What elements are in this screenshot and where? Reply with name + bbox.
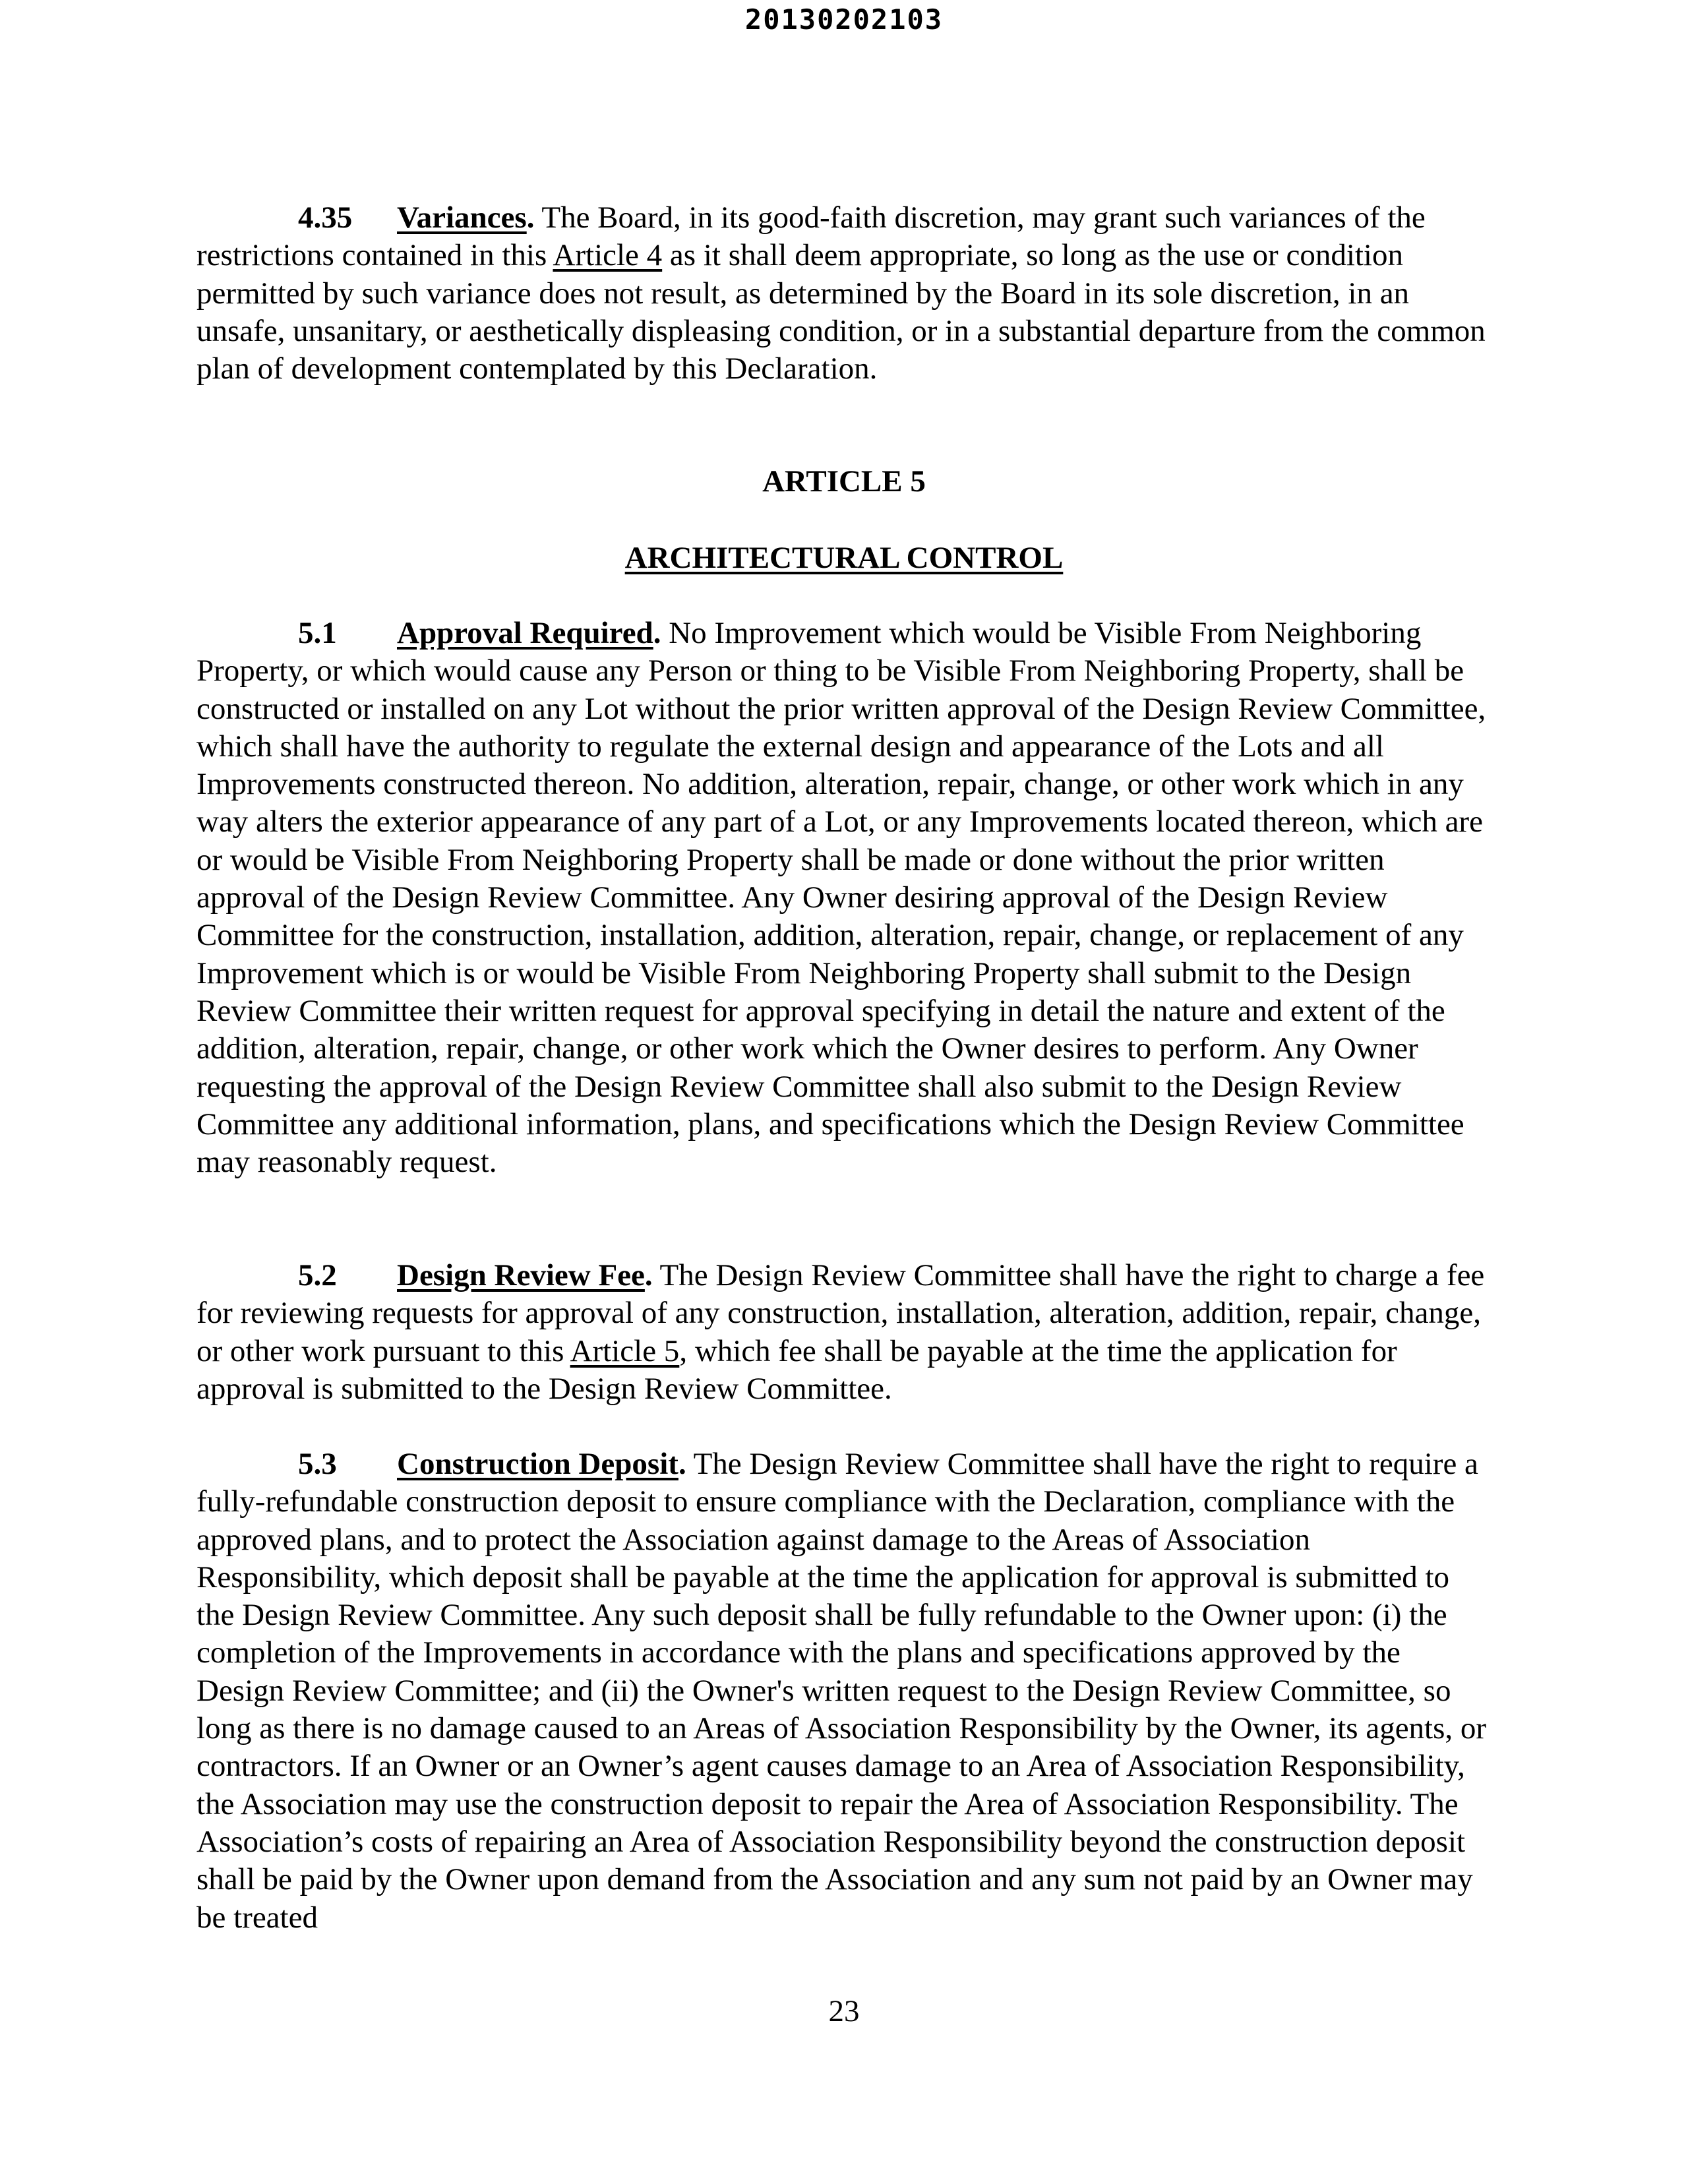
section-text: as it shall deem appropriate, so long as the use or condition permitted by such variance does not result, as determined by the Board in its sole discretion, in an unsafe, unsanitary, or aesthetically displeasing condition, or in a substantial departure from the common plan of development contemplated by this Declaration. [196, 238, 1486, 386]
section-text: The Design Review Committee shall have the right to charge a fee for reviewing requests for approval of any construction, installation, alteration, addition, repair, change, or other work pursuant to this [196, 1258, 1485, 1368]
section-5-1 [196, 615, 1489, 1181]
section-5-3-paragraph: 5.3 Construction Deposit. The Design Review Committee shall have the right to require a fully-refundable construction deposit to ensure compliance with the Declaration, compliance with the approved plans, and to protect the Association against damage to the Areas of Association Responsibility, which deposit shall be payable at the time the application for approval is submitted to the Design Review Committee. Any such deposit shall be fully refundable to the Owner upon: (i) the completion of the Improvements in accordance with the plans and specifications approved by the Design Review Committee; and (ii) the Owner's written request to the Design Review Committee, so long as there is no damage caused to an Areas of Association Responsibility by the Owner, its agents, or contractors. If an Owner or an Owner’s agent causes damage to an Area of Association Responsibility, the Association may use the construction deposit to repair the Area of Association Responsibility. The Association’s costs of repairing an Area of Association Responsibility beyond the construction deposit shall be paid by the Owner upon demand from the Association and any sum not paid by an Owner may be treated [196, 1447, 1487, 1935]
section-5-3 [196, 1445, 1489, 1937]
section-text: No Improvement which would be Visible From Neighboring Property, or which would cause any Person or thing to be Visible From Neighboring Property, shall be constructed or installed on any Lot without the prior written approval of the Design Review Committee, which shall have the authority to regulate the external design and appearance of the Lots and all Improvements constructed thereon. No addition, alteration, repair, change, or other work which in any way alters the exterior appearance of any part of a Lot, or any Improvements located thereon, which are or would be Visible From Neighboring Property shall be made or done without the prior written approval of the Design Review Committee. Any Owner desiring approval of the Design Review Committee for the construction, installation, addition, alteration, repair, change, or replacement of any Improvement which is or would be Visible From Neighboring Property shall submit to the Design Review Committee their written request for approval specifying in detail the nature and extent of the addition, alteration, repair, change, or other work which the Owner desires to perform. Any Owner requesting the approval of the Design Review Committee shall also submit to the Design Review Committee any additional information, plans, and specifications which the Design Review Committee may reasonably request. [196, 616, 1486, 1180]
section-title: Variances [397, 200, 527, 235]
article-reference: Article 5 [570, 1333, 680, 1368]
section-title: Construction Deposit [397, 1447, 678, 1481]
section-5-1-paragraph: 5.1 Approval Required. No Improvement which would be Visible From Neighboring Property, or which would cause any Person or thing to be Visible From Neighboring Property, shall be constructed or installed on any Lot without the prior written approval of the Design Review Committee, which shall have the authority to regulate the external design and appearance of the Lots and all Improvements constructed thereon. No addition, alteration, repair, change, or other work which in any way alters the exterior appearance of any part of a Lot, or any Improvements located thereon, which are or would be Visible From Neighboring Property shall be made or done without the prior written approval of the Design Review Committee. Any Owner desiring approval of the Design Review Committee for the construction, installation, addition, alteration, repair, change, or replacement of any Improvement which is or would be Visible From Neighboring Property shall submit to the Design Review Committee their written request for approval specifying in detail the nature and extent of the addition, alteration, repair, change, or other work which the Owner desires to perform. Any Owner requesting the approval of the Design Review Committee shall also submit to the Design Review Committee any additional information, plans, and specifications which the Design Review Committee may reasonably request. [196, 616, 1486, 1180]
section-number: 5.1 [298, 616, 337, 650]
article-title-text: ARCHITECTURAL CONTROL [624, 541, 1064, 575]
section-5-2 [196, 1257, 1489, 1408]
section-text: The Board, in its good-faith discretion, may grant such variances of the restrictions contained in this [196, 200, 1426, 273]
section-title: Approval Required [397, 616, 653, 650]
section-number: 4.35 [298, 200, 353, 235]
section-4-35-paragraph: 4.35 Variances. The Board, in its good-faith discretion, may grant such variances of the restrictions contained in this Article 4 as it shall deem appropriate, so long as the use or condition permitted by such variance does not result, as determined by the Board in its sole discretion, in an unsafe, unsanitary, or aesthetically displeasing condition, or in a substantial departure from the common plan of development contemplated by this Declaration. [196, 200, 1486, 386]
article-reference: Article 4 [553, 238, 663, 273]
section-text: , which fee shall be payable at the time the application for approval is submitted to the Design Review Committee. [196, 1333, 1397, 1406]
section-title: Design Review Fee [397, 1258, 645, 1292]
section-number: 5.3 [298, 1447, 337, 1481]
section-4-35 [196, 199, 1489, 388]
article-label: ARTICLE 5 [762, 464, 926, 499]
section-text: The Design Review Committee shall have the right to require a fully-refundable construction deposit to ensure compliance with the Declaration, compliance with the approved plans, and to protect the Association against damage to the Areas of Association Responsibility, which deposit shall be payable at the time the application for approval is submitted to the Design Review Committee. Any such deposit shall be fully refundable to the Owner upon: (i) the completion of the Improvements in accordance with the plans and specifications approved by the Design Review Committee; and (ii) the Owner's written request to the Design Review Committee, so long as there is no damage caused to an Areas of Association Responsibility by the Owner, its agents, or contractors. If an Owner or an Owner’s agent causes damage to an Area of Association Responsibility, the Association may use the construction deposit to repair the Area of Association Responsibility. The Association’s costs of repairing an Area of Association Responsibility beyond the construction deposit shall be paid by the Owner upon demand from the Association and any sum not paid by an Owner may be treated [196, 1447, 1487, 1935]
article-title [0, 539, 1688, 577]
section-5-2-paragraph: 5.2 Design Review Fee. The Design Review Committee shall have the right to charge a fee for reviewing requests for approval of any construction, installation, alteration, addition, repair, change, or other work pursuant to this Article 5, which fee shall be payable at the time the application for approval is submitted to the Design Review Committee. [196, 1258, 1485, 1406]
document-recording-number: 20130202103 [744, 3, 944, 36]
section-number: 5.2 [298, 1258, 337, 1292]
page-number: 23 [828, 1994, 860, 2028]
